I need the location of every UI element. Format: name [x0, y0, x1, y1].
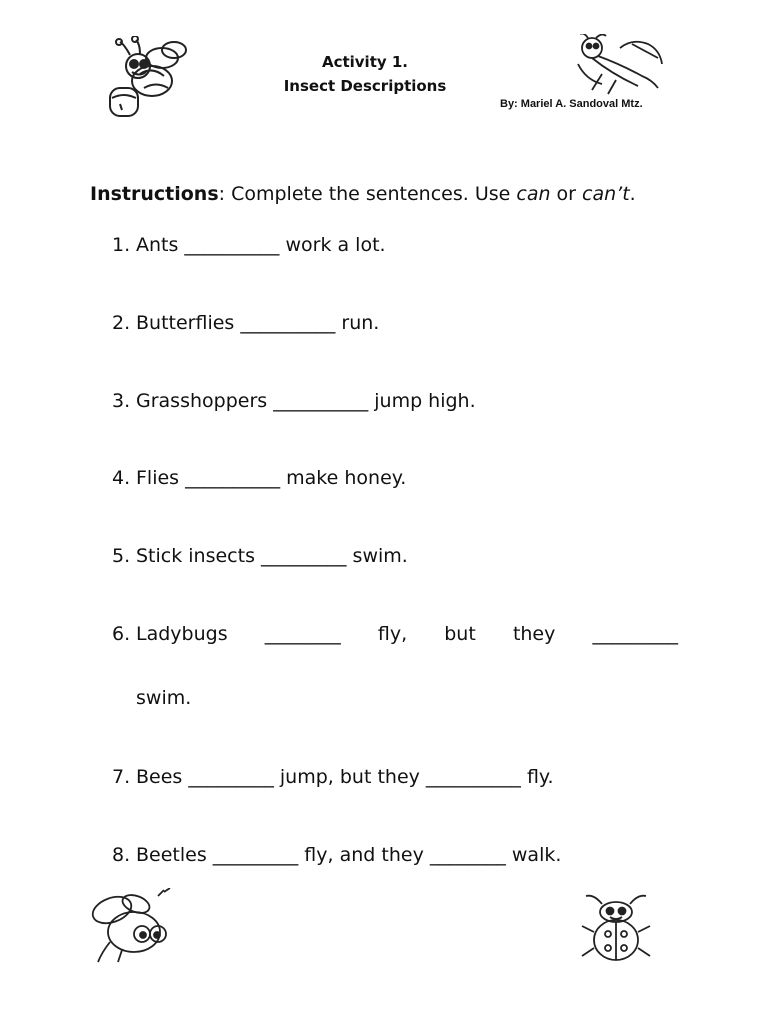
question-number: 6.	[112, 623, 131, 645]
author-credit: By: Mariel A. Sandoval Mtz.	[500, 98, 643, 110]
question-number: 2.	[112, 312, 131, 334]
question-number: 8.	[112, 844, 131, 866]
question-6-continuation: swim.	[136, 687, 192, 709]
question-7	[112, 763, 712, 791]
grasshopper-clipart	[572, 34, 668, 98]
question-6	[112, 620, 678, 648]
question-word: Ladybugs	[136, 623, 228, 645]
question-text: Flies __________ make honey.	[136, 467, 407, 489]
instructions-label: Instructions	[90, 183, 219, 205]
question-3	[112, 387, 712, 415]
answer-blank: _________	[592, 623, 678, 645]
question-word: fly,	[377, 623, 408, 645]
question-8	[112, 841, 712, 869]
question-1	[112, 231, 712, 259]
worksheet-title	[250, 50, 480, 98]
question-word: they	[512, 623, 556, 645]
bee-honey-pot-clipart	[100, 36, 195, 121]
word-can: can	[516, 183, 551, 205]
title-line-activity: Activity 1.	[321, 53, 409, 71]
question-text: Stick insects _________ swim.	[136, 545, 408, 567]
question-text: Beetles _________ fly, and they ________ walk.	[136, 844, 562, 866]
question-text: Butterflies __________ run.	[136, 312, 380, 334]
answer-blank: ________	[264, 623, 341, 645]
question-5	[112, 542, 712, 570]
fly-clipart	[88, 888, 180, 964]
question-number: 3.	[112, 390, 131, 412]
question-text: Grasshoppers __________ jump high.	[136, 390, 476, 412]
question-number: 7.	[112, 766, 131, 788]
beetle-clipart	[572, 892, 664, 966]
word-cant: can’t	[582, 183, 630, 205]
instructions-end: .	[629, 183, 636, 205]
instructions-text: : Complete the sentences. Use	[218, 183, 517, 205]
question-text: Ants __________ work a lot.	[136, 234, 386, 256]
title-line-topic: Insect Descriptions	[283, 77, 447, 95]
question-number: 5.	[112, 545, 131, 567]
question-4	[112, 464, 712, 492]
question-2	[112, 309, 712, 337]
question-number: 4.	[112, 467, 131, 489]
question-number: 1.	[112, 234, 131, 256]
question-text: Bees _________ jump, but they __________ fly.	[136, 766, 554, 788]
question-word: but	[444, 623, 476, 645]
instructions	[90, 180, 730, 208]
word-or: or	[550, 183, 583, 205]
